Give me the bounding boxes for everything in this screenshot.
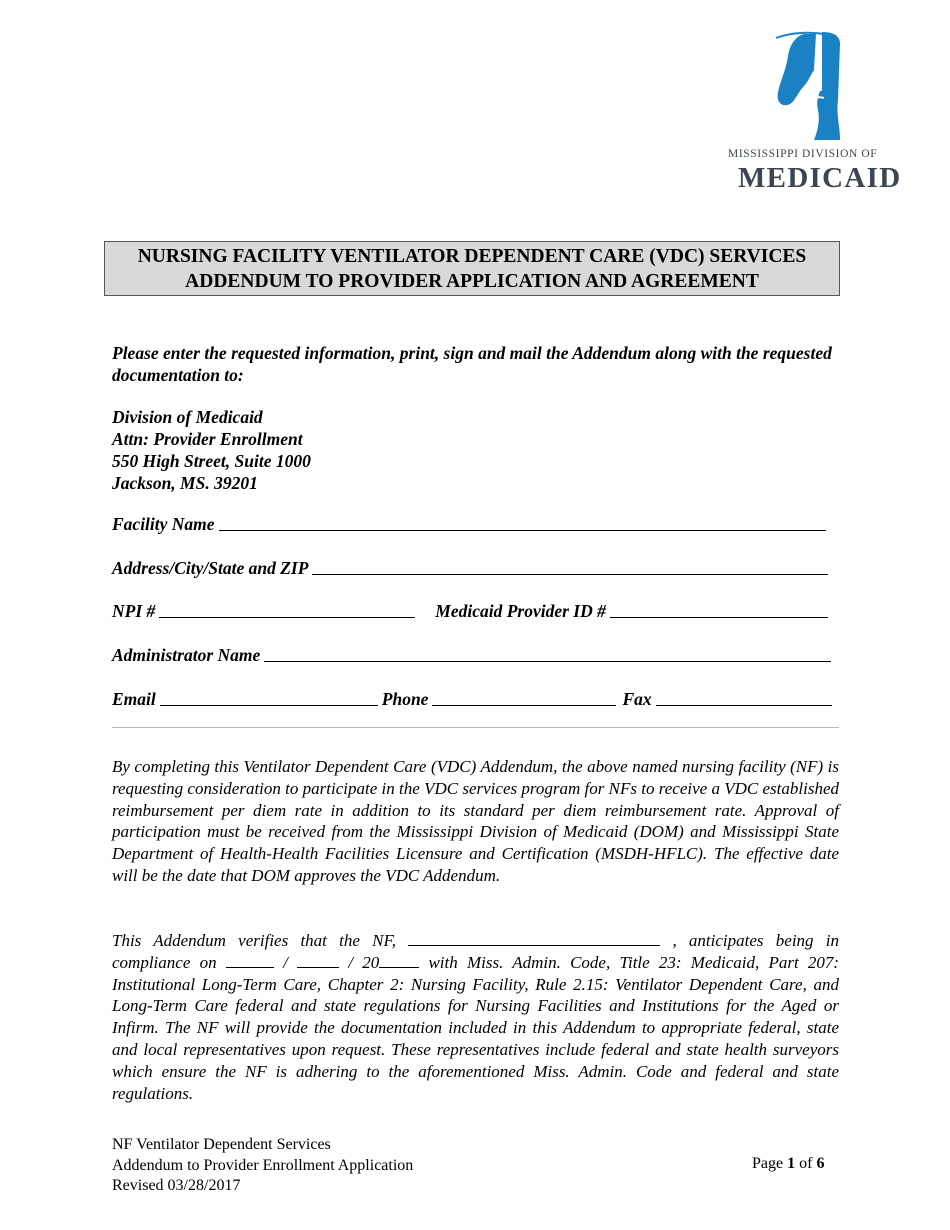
npi-provider-row [112, 601, 828, 622]
footer-line-2: Addendum to Provider Enrollment Application [112, 1156, 414, 1174]
footer-line-1: NF Ventilator Dependent Services [112, 1136, 331, 1153]
administrator-row [112, 645, 831, 666]
paragraph-2-part-1: This Addendum verifies that the NF, [112, 931, 396, 950]
date-slash: / [283, 952, 288, 972]
phone-label: Phone [381, 689, 429, 709]
page-word: Page [752, 1155, 784, 1172]
medicaid-provider-id-field[interactable] [610, 601, 828, 618]
title-line-2: ADDENDUM TO PROVIDER APPLICATION AND AGREEMENT [185, 270, 759, 292]
paragraph-2-part-2: , anticipates being in compliance on [112, 931, 840, 972]
address-field[interactable] [312, 558, 828, 575]
logo-name: MEDICAID [738, 162, 902, 194]
facility-name-field[interactable] [219, 514, 826, 531]
contact-row [112, 689, 832, 710]
fax-field[interactable] [656, 689, 832, 706]
address-line-3: 550 High Street, Suite 1000 [112, 451, 311, 471]
phone-field[interactable] [432, 689, 616, 706]
logo-subtitle: MISSISSIPPI DIVISION OF [728, 148, 878, 160]
nf-name-field[interactable] [408, 931, 660, 946]
npi-field[interactable] [159, 601, 415, 618]
month-field[interactable] [226, 953, 274, 968]
year-prefix: / 20 [348, 952, 380, 972]
of-word: of [799, 1155, 813, 1172]
logo-emblem-icon [774, 30, 844, 142]
address-line-4: Jackson, MS. 39201 [112, 473, 258, 493]
email-field[interactable] [160, 689, 378, 706]
paragraph-2-part-3: with Miss. Admin. Code, Title 23: Medicaid, Part 207: Institutional Long-Term Care, Chapter 2: Nursing Facility, Rule 2.15: Ventilator Dependent Care, and Long-Term Care federal and state regulations for Nursing Facilities and Institutions for the Aged or Infirm. The NF will provide the documentation included in this Addendum to appropriate federal, state and local representatives upon request. These representatives include federal and state health surveyors which ensure the NF is adhering to the aforementioned Miss. Admin. Code and federal and state regulations. [112, 952, 840, 1103]
medicaid-provider-id-label: Medicaid Provider ID # [435, 601, 606, 621]
page-number [752, 1155, 824, 1173]
administrator-name-field[interactable] [264, 645, 831, 662]
page-total: 6 [816, 1155, 825, 1172]
address-row [112, 558, 828, 579]
address-line-1: Division of Medicaid [112, 407, 263, 427]
year-field[interactable] [379, 953, 419, 968]
mailing-address [112, 406, 311, 494]
paragraph-2 [112, 930, 839, 1104]
address-line-2: Attn: Provider Enrollment [112, 429, 303, 449]
divider [112, 727, 839, 728]
logo-swoosh-icon [774, 30, 834, 40]
medicaid-logo [728, 28, 902, 200]
administrator-name-label: Administrator Name [112, 645, 261, 665]
facility-name-row [112, 514, 826, 535]
footer-line-3: Revised 03/28/2017 [112, 1177, 241, 1194]
address-label: Address/City/State and ZIP [112, 558, 309, 578]
day-field[interactable] [297, 953, 339, 968]
email-label: Email [112, 689, 156, 709]
page-current: 1 [787, 1155, 796, 1172]
form-title [104, 241, 840, 296]
fax-label: Fax [622, 689, 652, 709]
facility-name-label: Facility Name [112, 514, 215, 534]
paragraph-1: By completing this Ventilator Dependent Care (VDC) Addendum, the above named nursing facility (NF) is requesting consideration to participate in the VDC services program for NFs to receive a VDC established reimbursement per diem rate in addition to its standard per diem reimbursement rate. Approval of participation must be received from the Mississippi Division of Medicaid (DOM) and Mississippi State Department of Health-Health Facilities Licensure and Certification (MSDH-HFLC). The effective date will be the date that DOM approves the VDC Addendum. [112, 757, 839, 885]
title-line-1: NURSING FACILITY VENTILATOR DEPENDENT CARE (VDC) SERVICES [137, 245, 807, 267]
instructions: Please enter the requested information, print, sign and mail the Addendum along with the requested documentation to: [112, 343, 832, 385]
footer [112, 1135, 413, 1197]
npi-label: NPI # [112, 601, 156, 621]
